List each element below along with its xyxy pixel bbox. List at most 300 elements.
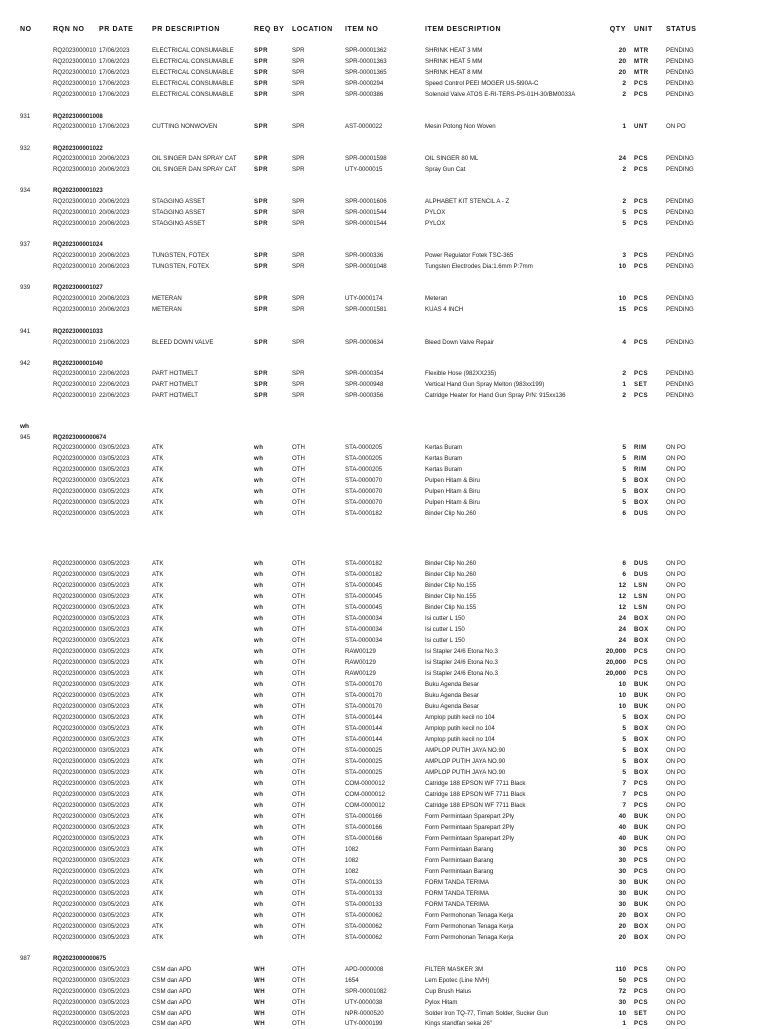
cell-item-no: 1082 <box>345 868 359 875</box>
cell-pr-date: 03/05/2023 <box>99 999 130 1006</box>
cell-location: OTH <box>292 747 305 754</box>
cell-pr-description: ATK <box>152 725 164 732</box>
cell-item-no: COM-0000012 <box>345 791 385 798</box>
cell-unit: DUS <box>634 560 649 567</box>
cell-location: SPR <box>292 381 305 388</box>
cell-req-by: SPR <box>254 370 269 377</box>
cell-item-description: SHRINK HEAT 8 MM <box>425 69 483 76</box>
table-row <box>0 921 768 932</box>
cell-req-by: SPR <box>254 381 269 388</box>
cell-pr-description: STAGGING ASSET <box>152 220 206 227</box>
cell-rqn-no: RQ2023000000 <box>53 670 97 677</box>
cell-req-by: wh <box>254 703 264 710</box>
cell-rqn-no: RQ2023000000 <box>53 890 97 897</box>
cell-item-no: STA-0000144 <box>345 725 383 732</box>
cell-status: PENDING <box>666 155 694 162</box>
cell-item-description: FORM TANDA TERIMA <box>425 901 489 908</box>
cell-unit: BUK <box>634 890 649 897</box>
cell-qty: 10 <box>618 703 626 710</box>
cell-req-by: SPR <box>254 252 269 259</box>
cell-location: SPR <box>292 252 305 259</box>
cell-status: ON PO <box>666 604 686 611</box>
cell-qty: 20 <box>618 69 626 76</box>
cell-pr-description: ATK <box>152 703 164 710</box>
cell-location: OTH <box>292 604 305 611</box>
cell-location: OTH <box>292 890 305 897</box>
cell-pr-date: 17/06/2023 <box>99 58 130 65</box>
cell-pr-description: ELECTRICAL CONSUMABLE <box>152 58 234 65</box>
table-row <box>0 602 768 613</box>
cell-qty: 12 <box>618 582 626 589</box>
cell-pr-description: ATK <box>152 879 164 886</box>
cell-item-no: RAW00129 <box>345 648 376 655</box>
cell-pr-description: ATK <box>152 758 164 765</box>
cell-location: OTH <box>292 977 305 984</box>
cell-rqn-no: RQ2023000000 <box>53 934 97 941</box>
table-row <box>0 723 768 734</box>
cell-rqn-no: RQ2023000000 <box>53 626 97 633</box>
cell-status: ON PO <box>666 510 686 517</box>
cell-item-description: Amplop putih kecil no 104 <box>425 725 495 732</box>
cell-pr-date: 03/05/2023 <box>99 510 130 517</box>
cell-qty: 6 <box>622 510 626 517</box>
header-item-description: ITEM DESCRIPTION <box>425 26 502 33</box>
section-label-wh: wh <box>20 423 30 430</box>
cell-status: ON PO <box>666 758 686 765</box>
cell-item-description: Form Permohonan Tenaga Kerja <box>425 912 514 919</box>
cell-qty: 40 <box>618 824 626 831</box>
cell-req-by: wh <box>254 802 264 809</box>
cell-unit: UNT <box>634 123 649 130</box>
cell-qty: 7 <box>622 802 626 809</box>
cell-item-no: SPR-0000634 <box>345 339 384 346</box>
cell-status: PENDING <box>666 295 694 302</box>
cell-pr-date: 03/05/2023 <box>99 499 130 506</box>
cell-status: ON PO <box>666 923 686 930</box>
cell-pr-date: 03/05/2023 <box>99 934 130 941</box>
table-row <box>0 569 768 580</box>
cell-rqn-no: RQ2023000010 <box>53 339 97 346</box>
cell-item-description: Form Permohonan Tenaga Kerja <box>425 923 514 930</box>
cell-item-description: Form Permohonan Tenaga Kerja <box>425 934 514 941</box>
table-row <box>0 734 768 745</box>
cell-status: ON PO <box>666 868 686 875</box>
table-row <box>0 668 768 679</box>
cell-unit: MTR <box>634 47 649 54</box>
cell-qty: 40 <box>618 835 626 842</box>
cell-pr-description: ATK <box>152 648 164 655</box>
cell-item-description: Buku Agenda Besar <box>425 692 479 699</box>
cell-pr-description: ATK <box>152 477 164 484</box>
cell-status: ON PO <box>666 846 686 853</box>
cell-rqn-no: RQ2023000000 <box>53 835 97 842</box>
cell-unit: BOX <box>634 714 649 721</box>
cell-status: ON PO <box>666 802 686 809</box>
cell-rqn-no: RQ2023000000 <box>53 1020 97 1027</box>
cell-pr-description: ATK <box>152 747 164 754</box>
cell-qty: 20 <box>618 47 626 54</box>
cell-item-description: Spray Gun Cat <box>425 166 466 173</box>
cell-item-description: AMPLOP PUTIH JAYA NO.90 <box>425 758 506 765</box>
cell-pr-date: 03/05/2023 <box>99 846 130 853</box>
cell-location: OTH <box>292 725 305 732</box>
cell-req-by: wh <box>254 813 264 820</box>
table-row <box>0 153 768 164</box>
cell-item-no: STA-0000182 <box>345 571 383 578</box>
cell-location: OTH <box>292 560 305 567</box>
cell-item-no: UTY-0000199 <box>345 1020 383 1027</box>
table-row <box>0 207 768 218</box>
cell-item-no: STA-0000166 <box>345 824 383 831</box>
table-row <box>0 756 768 767</box>
cell-item-description: Pylox Hitam <box>425 999 458 1006</box>
cell-row-no: 945 <box>20 434 31 441</box>
cell-status: ON PO <box>666 934 686 941</box>
cell-pr-description: ATK <box>152 560 164 567</box>
cell-pr-date: 03/05/2023 <box>99 615 130 622</box>
cell-item-description: Buku Agenda Besar <box>425 681 479 688</box>
cell-pr-date: 03/05/2023 <box>99 813 130 820</box>
cell-item-description: FORM TANDA TERIMA <box>425 890 489 897</box>
table-row <box>0 368 768 379</box>
cell-status: PENDING <box>666 252 694 259</box>
cell-item-no: SPR-00001363 <box>345 58 387 65</box>
cell-pr-date: 03/05/2023 <box>99 714 130 721</box>
cell-req-by: wh <box>254 747 264 754</box>
cell-status: ON PO <box>666 999 686 1006</box>
cell-item-description: SHRINK HEAT 5 MM <box>425 58 483 65</box>
cell-qty: 20 <box>618 58 626 65</box>
cell-item-description: Mesin Potong Non Woven <box>425 123 496 130</box>
cell-pr-description: ATK <box>152 593 164 600</box>
cell-rqn-no: RQ202300001022 <box>53 145 103 152</box>
cell-req-by: wh <box>254 444 264 451</box>
cell-rqn-no: RQ2023000010 <box>53 123 97 130</box>
cell-rqn-no: RQ2023000000 <box>53 824 97 831</box>
cell-pr-date: 03/05/2023 <box>99 692 130 699</box>
cell-item-description: Isi Stapler 24/6 Etona No.3 <box>425 670 498 677</box>
cell-pr-description: ATK <box>152 659 164 666</box>
cell-rqn-no: RQ2023000000 <box>53 714 97 721</box>
cell-pr-date: 03/05/2023 <box>99 488 130 495</box>
cell-pr-description: ATK <box>152 857 164 864</box>
cell-pr-description: ATK <box>152 488 164 495</box>
cell-status: ON PO <box>666 901 686 908</box>
cell-unit: MTR <box>634 69 649 76</box>
cell-pr-description: ATK <box>152 582 164 589</box>
cell-qty: 2 <box>622 80 626 87</box>
cell-req-by: WH <box>254 1010 266 1017</box>
cell-item-description: Solder Iron TQ-77, Timah Solder, Sucker Gun <box>425 1010 549 1017</box>
cell-location: OTH <box>292 510 305 517</box>
cell-qty: 2 <box>622 370 626 377</box>
cell-req-by: wh <box>254 714 264 721</box>
header-req-by: REQ BY <box>254 26 285 33</box>
cell-location: SPR <box>292 123 305 130</box>
cell-qty: 7 <box>622 780 626 787</box>
cell-pr-date: 03/05/2023 <box>99 890 130 897</box>
cell-item-no: STA-0000144 <box>345 714 383 721</box>
cell-item-no: STA-0000025 <box>345 758 383 765</box>
cell-status: ON PO <box>666 890 686 897</box>
cell-pr-date: 03/05/2023 <box>99 659 130 666</box>
header-status: STATUS <box>666 26 697 33</box>
cell-status: ON PO <box>666 769 686 776</box>
cell-row-no: 932 <box>20 145 31 152</box>
cell-rqn-no: RQ2023000000 <box>53 681 97 688</box>
cell-req-by: wh <box>254 659 264 666</box>
cell-req-by: wh <box>254 857 264 864</box>
cell-pr-description: PART HOTMELT <box>152 381 198 388</box>
cell-req-by: wh <box>254 736 264 743</box>
cell-location: OTH <box>292 692 305 699</box>
cell-pr-description: ATK <box>152 736 164 743</box>
cell-qty: 5 <box>622 725 626 732</box>
cell-pr-date: 20/06/2023 <box>99 306 130 313</box>
cell-location: OTH <box>292 648 305 655</box>
cell-req-by: WH <box>254 1020 266 1027</box>
cell-item-no: STA-0000133 <box>345 879 383 886</box>
cell-unit: BOX <box>634 499 649 506</box>
cell-req-by: WH <box>254 966 266 973</box>
cell-req-by: SPR <box>254 80 269 87</box>
cell-status: PENDING <box>666 209 694 216</box>
cell-pr-date: 03/05/2023 <box>99 648 130 655</box>
cell-rqn-no: RQ2023000000 <box>53 510 97 517</box>
cell-req-by: SPR <box>254 58 269 65</box>
cell-location: OTH <box>292 999 305 1006</box>
cell-req-by: WH <box>254 988 266 995</box>
cell-req-by: SPR <box>254 166 269 173</box>
cell-pr-description: TUNGSTEN, FOTEX <box>152 252 210 259</box>
cell-rqn-no: RQ2023000010 <box>53 80 97 87</box>
cell-pr-description: ATK <box>152 912 164 919</box>
cell-rqn-no: RQ2023000000 <box>53 988 97 995</box>
cell-req-by: wh <box>254 879 264 886</box>
cell-qty: 2 <box>622 166 626 173</box>
cell-qty: 5 <box>622 209 626 216</box>
cell-req-by: wh <box>254 824 264 831</box>
cell-rqn-no: RQ2023000000 <box>53 488 97 495</box>
cell-status: ON PO <box>666 477 686 484</box>
cell-pr-date: 17/06/2023 <box>99 69 130 76</box>
cell-pr-date: 03/05/2023 <box>99 780 130 787</box>
cell-rqn-no: RQ2023000010 <box>53 392 97 399</box>
cell-item-no: SPR-0000354 <box>345 370 384 377</box>
table-row <box>0 508 768 519</box>
table-row <box>0 45 768 56</box>
cell-qty: 5 <box>622 747 626 754</box>
cell-qty: 30 <box>618 846 626 853</box>
cell-location: OTH <box>292 637 305 644</box>
table-row <box>0 855 768 866</box>
cell-unit: PCS <box>634 220 649 227</box>
cell-status: ON PO <box>666 747 686 754</box>
cell-rqn-no: RQ202300001024 <box>53 241 103 248</box>
cell-rqn-no: RQ2023000000 <box>53 466 97 473</box>
cell-item-no: 1082 <box>345 857 359 864</box>
cell-rqn-no: RQ2023000000675 <box>53 955 107 962</box>
cell-unit: BOX <box>634 736 649 743</box>
cell-status: ON PO <box>666 582 686 589</box>
table-row <box>0 337 768 348</box>
cell-pr-date: 22/06/2023 <box>99 392 130 399</box>
table-row <box>0 997 768 1008</box>
cell-qty: 24 <box>618 626 626 633</box>
cell-item-no: STA-0000070 <box>345 488 383 495</box>
cell-pr-description: ELECTRICAL CONSUMABLE <box>152 91 234 98</box>
cell-status: ON PO <box>666 560 686 567</box>
table-row <box>0 624 768 635</box>
cell-qty: 30 <box>618 868 626 875</box>
cell-unit: PCS <box>634 977 649 984</box>
cell-pr-date: 20/06/2023 <box>99 295 130 302</box>
table-row <box>0 800 768 811</box>
cell-item-no: STA-0000170 <box>345 681 383 688</box>
cell-pr-description: ATK <box>152 499 164 506</box>
header-rqn-no: RQN NO <box>53 26 85 33</box>
cell-req-by: wh <box>254 637 264 644</box>
cell-unit: BOX <box>634 747 649 754</box>
cell-pr-description: ATK <box>152 890 164 897</box>
cell-item-no: STA-0000062 <box>345 912 383 919</box>
cell-pr-description: CSM dan APD <box>152 966 192 973</box>
cell-location: OTH <box>292 681 305 688</box>
cell-req-by: SPR <box>254 263 269 270</box>
cell-pr-date: 20/06/2023 <box>99 209 130 216</box>
cell-unit: PCS <box>634 91 649 98</box>
cell-status: ON PO <box>666 615 686 622</box>
cell-unit: PCS <box>634 392 649 399</box>
cell-status: ON PO <box>666 444 686 451</box>
cell-item-no: SPR-00001365 <box>345 69 387 76</box>
cell-req-by: wh <box>254 604 264 611</box>
cell-item-description: Amplop putih kecil no 104 <box>425 714 495 721</box>
cell-location: OTH <box>292 813 305 820</box>
cell-qty: 10 <box>618 295 626 302</box>
table-row <box>0 701 768 712</box>
cell-req-by: wh <box>254 582 264 589</box>
cell-item-no: STA-0000133 <box>345 901 383 908</box>
table-row <box>0 679 768 690</box>
cell-pr-date: 03/05/2023 <box>99 604 130 611</box>
cell-req-by: wh <box>254 626 264 633</box>
cell-pr-date: 03/05/2023 <box>99 879 130 886</box>
cell-rqn-no: RQ2023000000 <box>53 560 97 567</box>
cell-status: PENDING <box>666 58 694 65</box>
cell-pr-date: 03/05/2023 <box>99 626 130 633</box>
cell-pr-description: ATK <box>152 791 164 798</box>
cell-status: ON PO <box>666 466 686 473</box>
cell-req-by: wh <box>254 890 264 897</box>
cell-pr-date: 03/05/2023 <box>99 444 130 451</box>
cell-qty: 24 <box>618 637 626 644</box>
cell-qty: 10 <box>618 681 626 688</box>
cell-rqn-no: RQ2023000000 <box>53 923 97 930</box>
cell-rqn-no: RQ2023000000 <box>53 966 97 973</box>
cell-status: PENDING <box>666 220 694 227</box>
cell-qty: 10 <box>618 692 626 699</box>
cell-unit: BOX <box>634 758 649 765</box>
cell-item-no: UTY-0000174 <box>345 295 383 302</box>
cell-pr-description: ATK <box>152 466 164 473</box>
cell-pr-date: 03/05/2023 <box>99 747 130 754</box>
cell-qty: 1 <box>622 1020 626 1027</box>
cell-item-description: Isi cutter L 150 <box>425 637 465 644</box>
cell-status: PENDING <box>666 381 694 388</box>
cell-unit: PCS <box>634 857 649 864</box>
cell-pr-date: 20/06/2023 <box>99 198 130 205</box>
cell-status: PENDING <box>666 263 694 270</box>
cell-status: ON PO <box>666 703 686 710</box>
table-row <box>0 910 768 921</box>
table-row <box>0 558 768 569</box>
cell-rqn-no: RQ2023000010 <box>53 198 97 205</box>
cell-req-by: SPR <box>254 220 269 227</box>
cell-item-description: Vertical Hand Gun Spray Melton (983xx199) <box>425 381 545 388</box>
cell-pr-date: 20/06/2023 <box>99 155 130 162</box>
cell-item-no: APD-0000008 <box>345 966 384 973</box>
cell-item-description: Amplop putih kecil no 104 <box>425 736 495 743</box>
cell-item-description: Isi Stapler 24/6 Etona No.3 <box>425 648 498 655</box>
cell-unit: BUK <box>634 813 649 820</box>
cell-qty: 20,000 <box>605 670 626 677</box>
cell-qty: 30 <box>618 879 626 886</box>
table-row <box>0 811 768 822</box>
cell-pr-date: 03/05/2023 <box>99 988 130 995</box>
cell-location: OTH <box>292 1010 305 1017</box>
table-row <box>0 196 768 207</box>
cell-qty: 24 <box>618 155 626 162</box>
cell-req-by: wh <box>254 868 264 875</box>
cell-unit: PCS <box>634 988 649 995</box>
cell-status: ON PO <box>666 499 686 506</box>
cell-pr-description: PART HOTMELT <box>152 392 198 399</box>
cell-qty: 2 <box>622 392 626 399</box>
cell-status: ON PO <box>666 670 686 677</box>
cell-location: SPR <box>292 339 305 346</box>
cell-qty: 5 <box>622 769 626 776</box>
cell-status: ON PO <box>666 692 686 699</box>
cell-status: ON PO <box>666 791 686 798</box>
cell-rqn-no: RQ2023000000 <box>53 736 97 743</box>
cell-pr-description: ATK <box>152 692 164 699</box>
cell-unit: PCS <box>634 166 649 173</box>
cell-unit: BOX <box>634 477 649 484</box>
cell-status: ON PO <box>666 780 686 787</box>
cell-req-by: SPR <box>254 123 269 130</box>
table-row <box>0 888 768 899</box>
cell-pr-date: 20/06/2023 <box>99 252 130 259</box>
cell-rqn-no: RQ2023000000 <box>53 604 97 611</box>
cell-rqn-no: RQ2023000000 <box>53 499 97 506</box>
cell-row-no: 934 <box>20 187 31 194</box>
cell-item-description: Binder Clip No.155 <box>425 593 477 600</box>
cell-unit: PCS <box>634 868 649 875</box>
cell-item-description: Catridge 188 EPSON WF 7711 Black <box>425 791 526 798</box>
cell-rqn-no: RQ2023000000 <box>53 780 97 787</box>
cell-rqn-no: RQ2023000010 <box>53 58 97 65</box>
cell-pr-date: 17/06/2023 <box>99 80 130 87</box>
cell-pr-description: OIL SINGER DAN SPRAY CAT <box>152 155 237 162</box>
cell-pr-description: ELECTRICAL CONSUMABLE <box>152 80 234 87</box>
cell-qty: 1 <box>622 123 626 130</box>
cell-req-by: wh <box>254 725 264 732</box>
cell-row-no: 987 <box>20 955 31 962</box>
cell-rqn-no: RQ2023000000 <box>53 615 97 622</box>
cell-req-by: SPR <box>254 155 269 162</box>
cell-qty: 12 <box>618 593 626 600</box>
